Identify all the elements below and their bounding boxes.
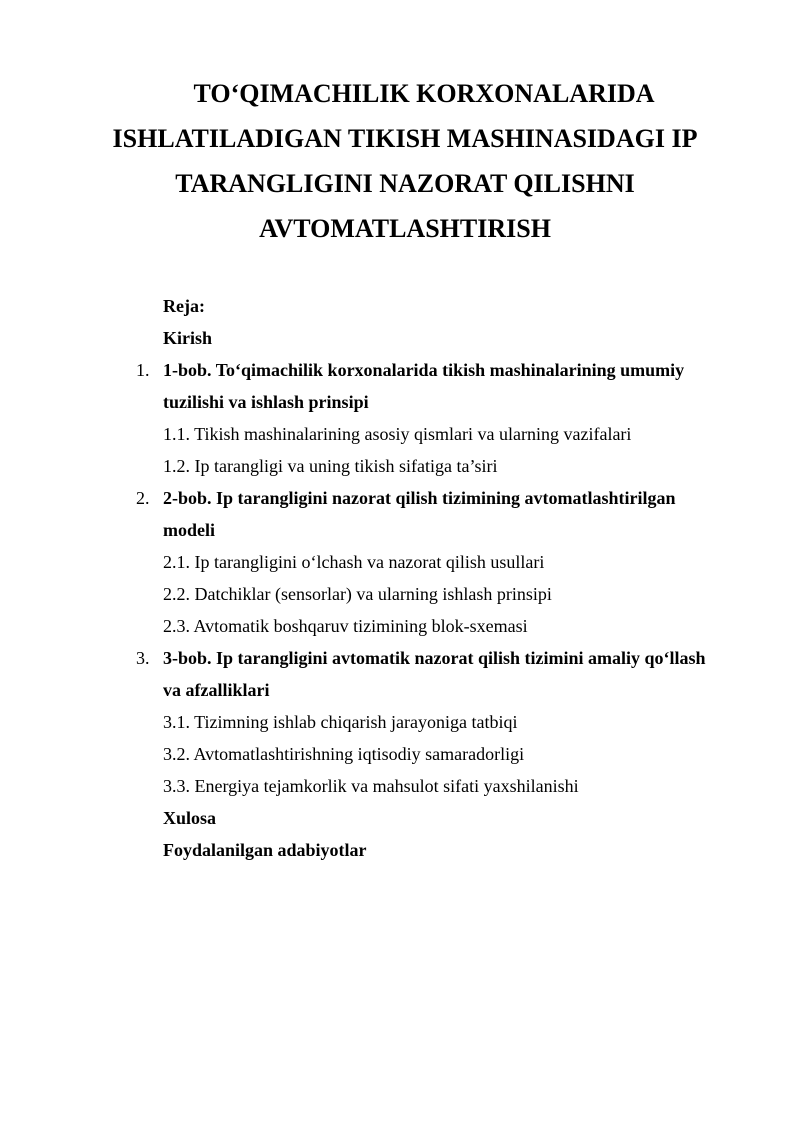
toc-section-2-1: 2.1. Ip tarangligini o‘lchash va nazorat qilish usullari [163,552,545,572]
toc-conclusion: Xulosa [163,808,217,828]
toc-chapter-3 [0,642,800,674]
chapter-3-number: 3. [136,648,150,668]
chapter-2-number: 2. [136,488,150,508]
title-line-1: TO‘QIMACHILIK KORXONALARIDA [193,79,655,108]
toc-intro: Kirish [163,328,213,348]
toc-section-1-2: 1.2. Ip tarangligi va uning tikish sifatiga ta’siri [163,456,498,476]
toc-section-3-2: 3.2. Avtomatlashtirishning iqtisodiy samaradorligi [163,744,525,764]
chapter-3-title: 3-bob. Ip tarangligini avtomatik nazorat qilish tizimini amaliy qo‘llash [163,648,706,668]
toc-section-1-1: 1.1. Tikish mashinalarining asosiy qismlari va ularning vazifalari [163,424,632,444]
toc-references: Foydalanilgan adabiyotlar [163,840,367,860]
chapter-2-title: 2-bob. Ip tarangligini nazorat qilish tizimining avtomatlashtirilgan [163,488,676,508]
chapter-1-number: 1. [136,360,150,380]
toc-chapter-2-cont: modeli [163,520,215,540]
toc-section-3-3: 3.3. Energiya tejamkorlik va mahsulot sifati yaxshilanishi [163,776,579,796]
toc-section-2-3: 2.3. Avtomatik boshqaruv tizimining blok-sxemasi [163,616,528,636]
title-line-3: TARANGLIGINI NAZORAT QILISHNI [175,169,635,198]
title-line-4: AVTOMATLASHTIRISH [259,214,551,243]
toc-chapter-3-cont: va afzalliklari [163,680,270,700]
toc-section-2-2: 2.2. Datchiklar (sensorlar) va ularning ishlash prinsipi [163,584,552,604]
toc-chapter-1 [0,354,800,386]
title-line-2: ISHLATILADIGAN TIKISH MASHINASIDAGI IP [112,124,698,153]
chapter-1-title: 1-bob. To‘qimachilik korxonalarida tikish mashinalarining umumiy [163,360,685,380]
toc-chapter-2 [0,482,800,514]
document-title [100,71,710,251]
toc-section-3-1: 3.1. Tizimning ishlab chiqarish jarayoniga tatbiqi [163,712,518,732]
toc-chapter-1-cont: tuzilishi va ishlash prinsipi [163,392,369,412]
toc-plan-label: Reja: [163,296,205,316]
